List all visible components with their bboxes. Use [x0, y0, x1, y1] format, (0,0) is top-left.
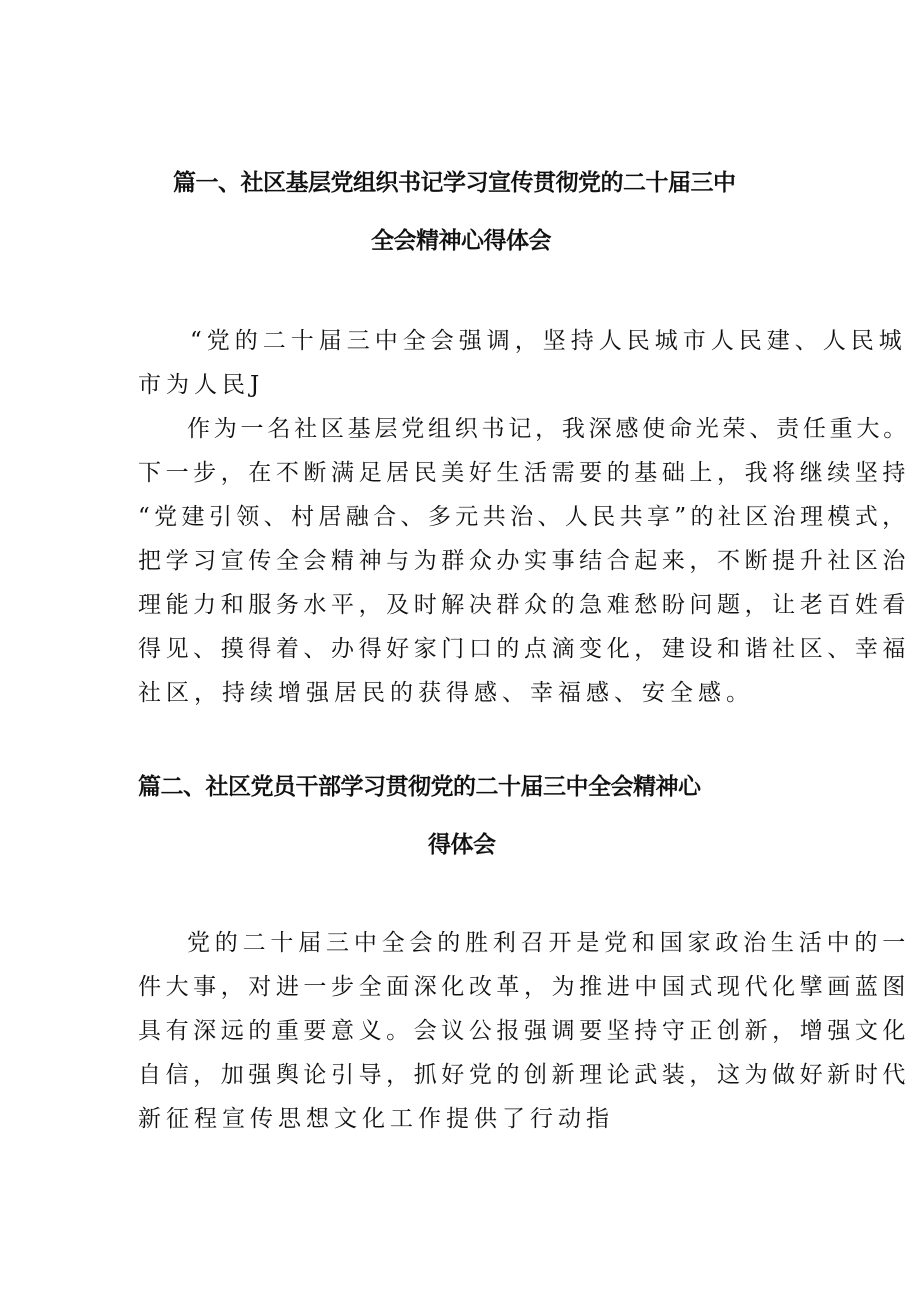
- section1-para2-line4: 把学习宣传全会精神与为群众办实事结合起来，不断提升社区治: [138, 548, 910, 574]
- section2-title-line2: 得体会: [428, 832, 496, 858]
- section2-para1-line5: 新征程宣传思想文化工作提供了行动指: [138, 1106, 614, 1132]
- section2-para1-line3: 具有深远的重要意义。会议公报强调要坚持守正创新，增强文化: [138, 1018, 910, 1044]
- section2-para1-line4: 自信，加强舆论引导，抓好党的创新理论武装，这为做好新时代: [138, 1062, 910, 1088]
- section1-para2-line5: 理能力和服务水平，及时解决群众的急难愁盼问题，让老百姓看: [138, 592, 910, 618]
- section1-para2-line6: 得见、摸得着、办得好家门口的点滴变化，建设和谐社区、幸福: [138, 636, 910, 662]
- section2-para1-line1: 党的二十届三中全会的胜利召开是党和国家政治生活中的一: [187, 930, 910, 956]
- section2-para1-line2: 件大事，对进一步全面深化改革，为推进中国式现代化擘画蓝图: [138, 974, 910, 1000]
- section1-title-line2: 全会精神心得体会: [371, 228, 551, 254]
- section1-para1-line2: 市为人民J: [138, 372, 265, 398]
- section1-para2-line1: 作为一名社区基层党组织书记，我深感使命光荣、责任重大。: [187, 416, 910, 442]
- section1-para2-line2: 下一步，在不断满足居民美好生活需要的基础上，我将继续坚持: [138, 460, 910, 486]
- section2-title-line1: 篇二、社区党员干部学习贯彻党的二十届三中全会精神心: [138, 774, 701, 800]
- section1-title-line1: 篇一、社区基层党组织书记学习宣传贯彻党的二十届三中: [173, 170, 736, 196]
- section1-para2-line7: 社区，持续增强居民的获得感、幸福感、安全感。: [138, 680, 754, 706]
- section1-para1-line1: “党的二十届三中全会强调，坚持人民城市人民建、人民城: [190, 328, 907, 354]
- section1-para2-line3: “党建引领、村居融合、多元共治、人民共享”的社区治理模式，: [138, 504, 910, 530]
